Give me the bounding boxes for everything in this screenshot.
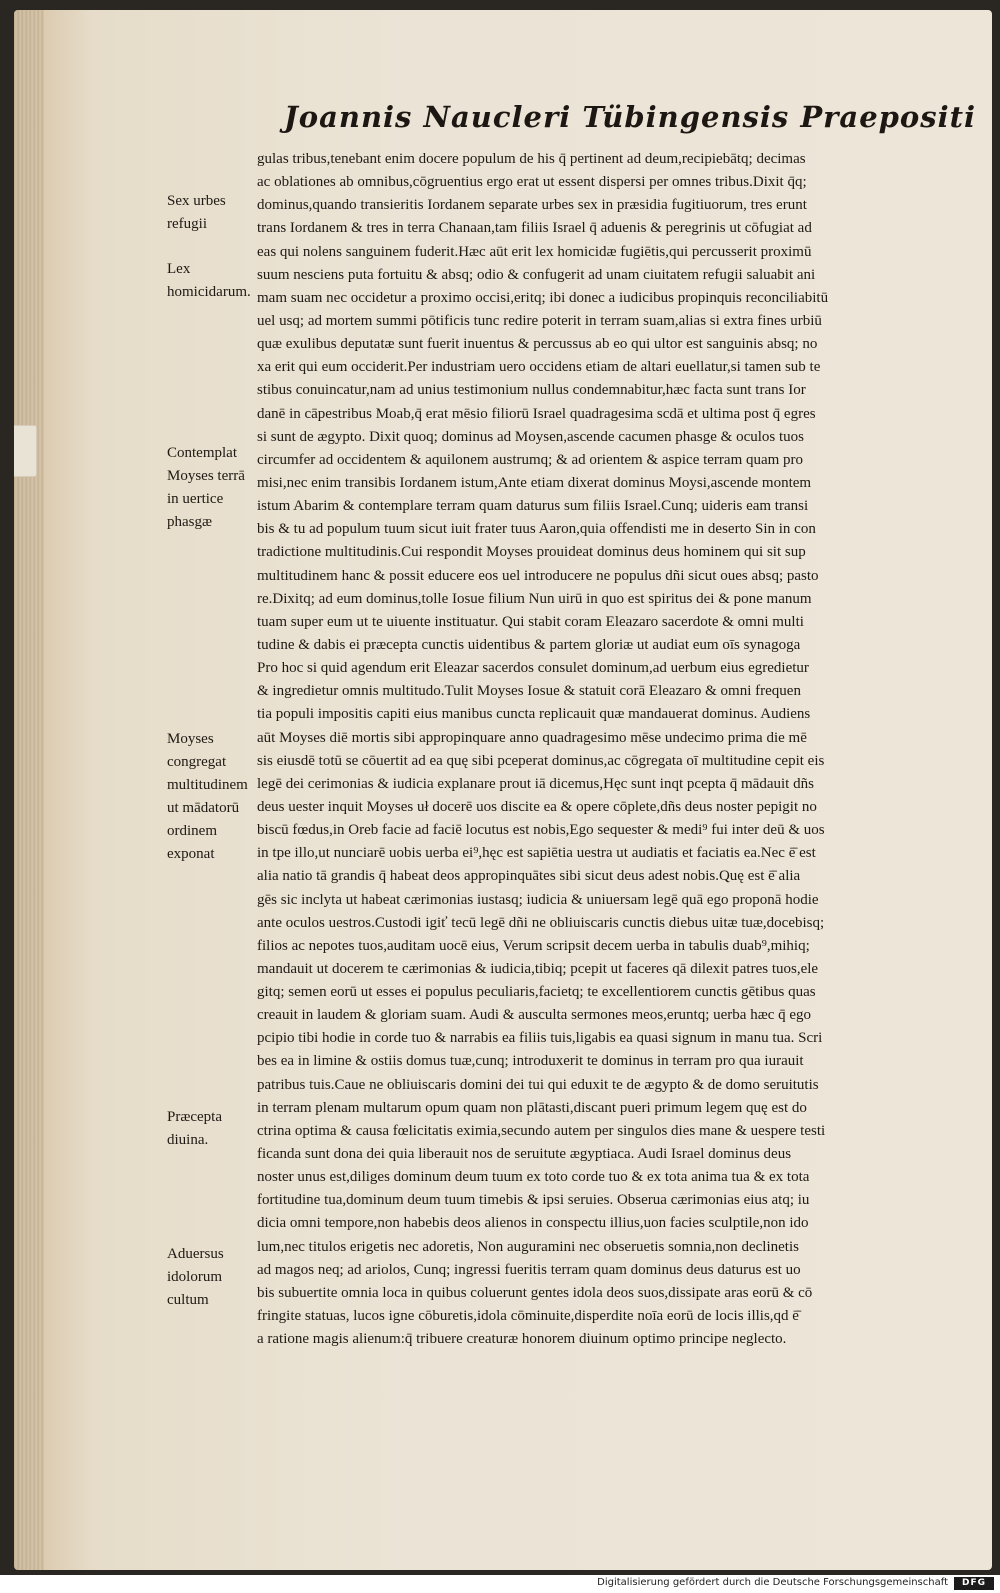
text-line: lum,nec titulos erigetis nec adoretis, Non auguramini nec obseruetis somnia,non declinetis bbox=[257, 1238, 799, 1255]
text-line: pcipio tibi hodie in corde tuo & narrabis ea filiis tuis,ligabis ea quasi signum in manu tua. Scri bbox=[257, 1030, 823, 1047]
text-line: in tpe illo,ut nunciarē uobis uerba ei⁹,hęc est sapiētia uestra ut audiatis et faciatis ea.Nec ē̄ est bbox=[257, 845, 816, 862]
margin-note-refugium: Sex urbes refugii bbox=[167, 193, 226, 232]
footer-bar bbox=[0, 1575, 1000, 1593]
text-line: tuam super eum ut te uiuente instituatur. Qui stabit coram Eleazaro sacerdote & omni multi bbox=[257, 613, 804, 630]
text-line: creauit in laudem & gloriam suam. Audi & ausculta sermones meos,eruntq; uerba hæc q̄ ego bbox=[257, 1007, 812, 1024]
funding-credit: Digitalisierung gefördert durch die Deutsche Forschungsgemeinschaft bbox=[597, 1577, 948, 1588]
text-line: circumfer ad occidentem & aquilonem austrumq; & ad orientem & aspice terram quam pro bbox=[257, 451, 804, 468]
text-line: istum Abarim & contemplare terram quam daturus sum filiis Israel.Cunq; uideris eam transi bbox=[257, 498, 809, 515]
text-line: tudine & dabis ei præcepta cunctis uidentibus & partem gloriæ ut audiat eum oīs synagoga bbox=[257, 636, 801, 653]
page-marker-strip bbox=[14, 425, 37, 477]
text-line: biscū fœdus,in Oreb facie ad faciē locutus est nobis,Ego sequester & medi⁹ fui inter deū & uos bbox=[257, 822, 825, 839]
margin-note-phasgae: Contemplat Moyses terrā in uertice phasgæ bbox=[167, 445, 245, 530]
text-line: quæ exulibus deputatæ sunt fuerit inuentus & percussus ab eo qui ultor est sanguinis absq; no bbox=[257, 336, 818, 353]
text-line: fortitudine tua,dominum deum tuum timebis & ipsi seruies. Obserua cærimonias eius atq; iu bbox=[257, 1192, 810, 1209]
text-line: legē dei cerimonias & iudicia explanare prout iā dicemus,Hęc sunt inqt pcepta q̄ mādauit dñs bbox=[257, 775, 814, 792]
text-line: bes ea in limine & ostiis domus tuæ,cunq; introduxerit te dominus in terram pro qua iurauit bbox=[257, 1053, 804, 1070]
text-line: ante oculos uestros.Custodi igiť tecū legē dñi ne obliuiscaris cunctis diebus uitæ tuæ,docebisq; bbox=[257, 914, 825, 931]
text-line: misi,nec enim transibis Iordanem istum,Ante etiam dixerat dominus Moysi,ascende montem bbox=[257, 474, 812, 491]
text-line: & ingredietur omnis multitudo.Tulit Moyses Iosue & statuit corā Eleazaro & omni frequen bbox=[257, 683, 801, 700]
text-line: ficanda sunt dona dei quia liberauit nos de seruitute ægyptiaca. Audi Israel dominus deus bbox=[257, 1146, 792, 1163]
text-line: re.Dixitq; ad eum dominus,tolle Iosue filium Nun uirū in quo est spiritus dei & pone manum bbox=[257, 590, 812, 607]
text-line: si sunt de ægypto. Dixit quoq; dominus ad Moysen,ascende cacumen phasge & oculos tuos bbox=[257, 428, 805, 445]
text-line: gēs sic inclyta ut habeat cærimonias iustasq; iudicia & uniuersam legē quā ego proponā hodie bbox=[257, 891, 819, 908]
text-line: tradictione multitudinis.Cui respondit Moyses prouideat dominus deus hominem qui sit sup bbox=[257, 544, 806, 561]
text-line: eas qui nolens sanguinem fuderit.Hæc aūt erit lex homicidæ fugiētis,qui percusserit proximū bbox=[257, 243, 812, 260]
text-line: ac oblationes ab omnibus,cōgruentius ergo erat ut essent dispersi per omnes tribus.Dixit q̄q; bbox=[257, 174, 807, 191]
text-line: mam suam nec occidetur a proximo occisi,eritq; ibi donec a iudicibus propinquis reconciliabitū bbox=[257, 289, 829, 306]
text-line: deus uester inquit Moyses uł docerē uos discite ea & opere cōplete,dñs deus noster pepigit no bbox=[257, 798, 817, 815]
text-line: ctrina optima & causa fœlicitatis eximia,secundo autem per singulos dies mane & uespere testi bbox=[257, 1122, 826, 1139]
text-line: filios ac nepotes tuos,auditam uocē eius, Verum scripsit decem uerba in tabulis duab⁹,mihiq; bbox=[257, 937, 810, 954]
text-line: mandauit ut docerem te cærimonias & iudicia,tibiq; pcepit ut faceres qā dilexit patres tuos,ele bbox=[257, 960, 819, 977]
text-line: gitq; semen eorū ut esses ei populus peculiaris,facietq; te excellentiorem cunctis gētibus quas bbox=[257, 984, 816, 1001]
text-line: fringite statuas, lucos igne cōburetis,idola cōminuite,disperdite noīa eorū de locis illis,qd ē̄ bbox=[257, 1308, 799, 1325]
book-page bbox=[14, 10, 992, 1570]
text-line: dominus,quando transieritis Iordanem separate urbes sex in præsidia fugitiuorum, tres erunt bbox=[257, 197, 807, 214]
text-line: xa erit qui eum occiderit.Per industriam uero occidens etiam de altari euellatur,si tamen sub te bbox=[257, 359, 821, 376]
text-line: bis subuertite omnia loca in quibus coluerunt gentes idola deos suos,dissipate aras eorū & cō bbox=[257, 1284, 813, 1301]
text-line: noster unus est,diliges dominum deum tuum ex toto corde tuo & ex tota anima tua & ex tota bbox=[257, 1169, 810, 1186]
dfg-logo: DFG bbox=[954, 1577, 994, 1590]
text-line: bis & tu ad populum tuum sicut iuit frater tuus Aaron,quia offendisti me in deserto Sin in con bbox=[257, 521, 816, 538]
text-line: uel usq; ad mortem summi pōtificis tunc redire poterit in terram suam,alias si extra fines urbiū bbox=[257, 312, 822, 329]
text-line: stibus conuincatur,nam ad unius testimonium nullus condemnabitur,hæc facta sunt trans Ior bbox=[257, 382, 806, 399]
text-line: multitudinem hanc & possit educere eos uel introducere ne populus dñi sicut oues absq; pasto bbox=[257, 567, 819, 584]
text-line: ad magos neq; ad ariolos, Cunq; ingressi fueritis terram quam dominus deus daturus est uo bbox=[257, 1261, 801, 1278]
margin-note-moyses-congregat: Moyses congregat multitudinem ut mādatorū ordinem exponat bbox=[167, 731, 248, 862]
margin-note-idolorum: Aduersus idolorum cultum bbox=[167, 1246, 224, 1308]
running-title: Joannis Naucleri Tübingensis Praepositi bbox=[284, 100, 977, 134]
text-line: alia natio tā grandis q̄ habeat deos appropinquātes sibi sicut deus adest nobis.Quę est ē̄ alia bbox=[257, 868, 801, 885]
text-line: Pro hoc si quid agendum erit Eleazar sacerdos consulet dominum,ad uerbum eius egredietur bbox=[257, 660, 809, 677]
text-line: sis eiusdē totū se cōuertit ad ea quę sibi pceperat dominus,ac cōgregata oī multitudine cepit eis bbox=[257, 752, 825, 769]
text-line: aūt Moyses diē mortis sibi appropinquare anno quadragesimo mēse undecimo prima die mē bbox=[257, 729, 807, 746]
text-line: dicia omni tempore,non habebis deos alienos in conspectu illius,uon facies sculptile,non ido bbox=[257, 1215, 809, 1232]
text-line: tia populi impositis capiti eius manibus cuncta replicauit quæ mandauerat dominus. Audiens bbox=[257, 706, 811, 723]
text-line: suum nesciens puta fortuitu & absq; odio & confugerit ad unam ciuitatem refugii saluabit ani bbox=[257, 266, 816, 283]
text-line: in terram plenam multarum opum quam non plātasti,discant pueri primum legem quę est do bbox=[257, 1099, 807, 1116]
text-line: a ratione magis alienum:q̄ tribuere creaturæ honorem diuinum optimo principe neglecto. bbox=[257, 1331, 787, 1348]
text-line: danē in cāpestribus Moab,q̄ erat mēsio filiorū Israel quadragesima scdā et ultima post q̄ egres bbox=[257, 405, 816, 422]
body-text bbox=[257, 148, 969, 1351]
text-line: patribus tuis.Caue ne obliuiscaris domini dei tui qui eduxit te de ægypto & de domo seruitutis bbox=[257, 1076, 819, 1093]
margin-note-homicidarum: Lex homicidarum. bbox=[167, 261, 251, 300]
margin-note-praecepta: Præcepta diuina. bbox=[167, 1109, 222, 1148]
text-line: gulas tribus,tenebant enim docere populum de his q̄ pertinent ad deum,recipiebātq; decimas bbox=[257, 151, 806, 167]
text-line: trans Iordanem & tres in terra Chanaan,tam filiis Israel q̄ aduenis & peregrinis ut cōfugiat ad bbox=[257, 220, 812, 237]
page-fore-edge bbox=[14, 10, 44, 1570]
